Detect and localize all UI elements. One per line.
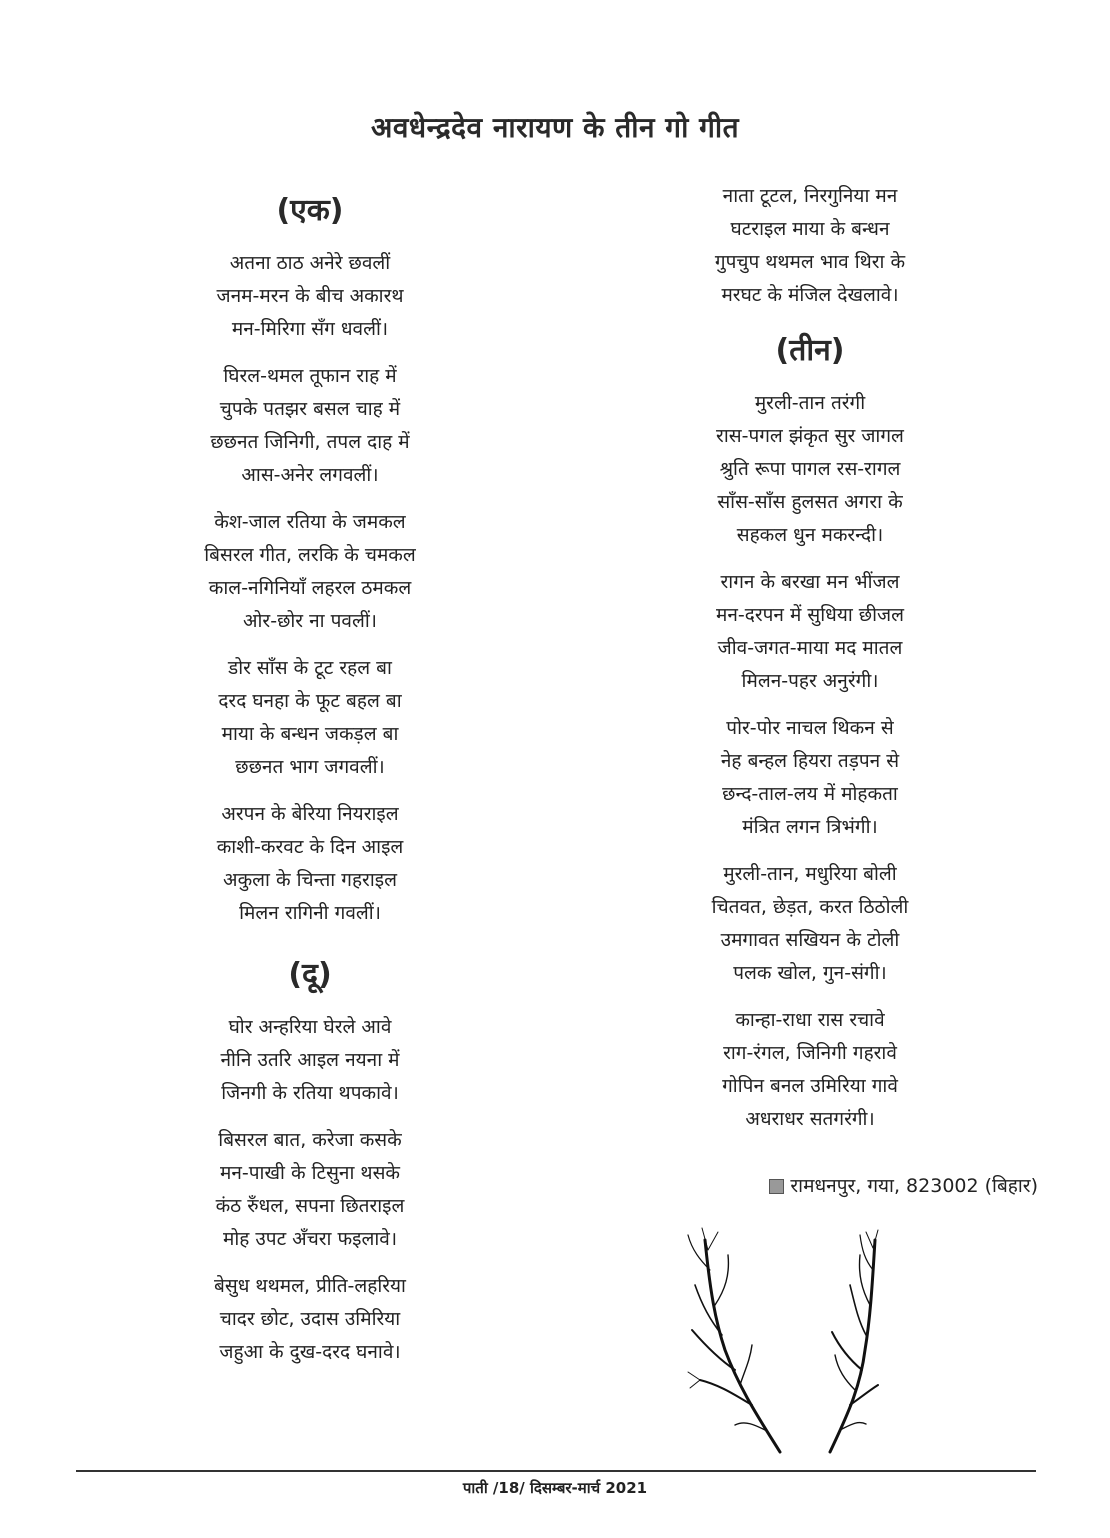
stanza <box>610 566 1010 698</box>
poem-line: मंत्रित लगन त्रिभंगी। <box>742 816 878 838</box>
poem-line: नीनि उतरि आइल नयना में <box>220 1049 400 1071</box>
right-column <box>610 180 1010 1150</box>
poem-line: केश-जाल रतिया के जमकल <box>214 511 406 533</box>
poem-line: अरपन के बेरिया नियराइल <box>221 803 399 825</box>
poem-line: मन-मिरिगा सँग धवलीं। <box>231 318 389 340</box>
poem-line: उमगावत सखियन के टोली <box>720 929 900 951</box>
poem-line: नेह बन्हल हियरा तड़पन से <box>720 750 900 772</box>
poem-line: घोर अन्हरिया घेरले आवे <box>228 1016 392 1038</box>
stanza <box>110 1011 510 1110</box>
poem-line: पोर-पोर नाचल थिकन से <box>726 717 894 739</box>
decorative-branches-icon <box>680 1220 880 1460</box>
stanza <box>110 360 510 492</box>
section-heading-one: (एक) <box>276 193 344 228</box>
poem-line: जीव-जगत-माया मद मातल <box>717 637 903 659</box>
poem-line: अतना ठाठ अनेरे छवलीं <box>229 252 391 274</box>
poem-line: चुपके पतझर बसल चाह में <box>219 398 401 420</box>
poem-line: मरघट के मंजिल देखलावे। <box>721 284 899 306</box>
poem-line: चादर छोट, उदास उमिरिया <box>219 1308 401 1330</box>
section-three-stanzas <box>610 387 1010 1136</box>
poem-line: बेसुध थथमल, प्रीति-लहरिया <box>214 1275 406 1297</box>
poem-line: मोह उपट अँचरा फइलावे। <box>222 1228 398 1250</box>
stanza <box>110 247 510 346</box>
stanza <box>610 858 1010 990</box>
left-column <box>110 180 510 1383</box>
poem-line: छन्द-ताल-लय में मोहकता <box>722 783 898 805</box>
stanza <box>110 1270 510 1369</box>
poem-line: गोपिन बनल उमिरिया गावे <box>722 1075 898 1097</box>
page-footer: पाती /18/ दिसम्बर-मार्च 2021 <box>462 1479 648 1497</box>
poem-line: मिलन-पहर अनुरंगी। <box>741 670 879 692</box>
poem-line: आस-अनेर लगवलीं। <box>241 464 379 486</box>
poem-line: छछनत जिनिगी, तपल दाह में <box>210 431 410 453</box>
section-two-stanzas <box>110 1011 510 1369</box>
poem-line: ओर-छोर ना पवलीं। <box>243 610 377 632</box>
poem-line: नाता टूटल, निरगुनिया मन <box>722 185 898 207</box>
poem-line: काशी-करवट के दिन आइल <box>216 836 404 858</box>
stanza <box>110 798 510 930</box>
poem-line: साँस-साँस हुलसत अगरा के <box>717 491 903 513</box>
poem-line: रास-पगल झंकृत सुर जागल <box>716 425 904 447</box>
address-text: रामधनपुर, गया, 823002 (बिहार) <box>790 1175 1038 1197</box>
author-address <box>769 1172 1038 1198</box>
stanza <box>610 1004 1010 1136</box>
poem-line: रागन के बरखा मन भींजल <box>720 571 900 593</box>
poem-line: छछनत भाग जगवलीं। <box>235 756 385 778</box>
stanza <box>110 1124 510 1256</box>
poem-line: गुपचुप थथमल भाव थिरा के <box>714 251 906 273</box>
poem-line: घटराइल माया के बन्धन <box>730 218 890 240</box>
stanza <box>610 387 1010 552</box>
page-title: अवधेन्द्रदेव नारायण के तीन गो गीत <box>370 111 740 144</box>
stanza <box>610 180 1010 312</box>
poem-line: जनम-मरन के बीच अकारथ <box>216 285 404 307</box>
poem-line: घिरल-थमल तूफान राह में <box>223 365 397 387</box>
poem-line: माया के बन्धन जकड़ल बा <box>221 723 399 745</box>
section-one-stanzas <box>110 247 510 930</box>
poem-line: काल-नगिनियाँ लहरल ठमकल <box>208 577 412 599</box>
stanza <box>610 712 1010 844</box>
poem-line: जहुआ के दुख-दरद घनावे। <box>219 1341 401 1363</box>
poem-line: बिसरल गीत, लरकि के चमकल <box>204 544 416 566</box>
poem-line: पलक खोल, गुन-संगी। <box>733 962 887 984</box>
poem-line: राग-रंगल, जिनिगी गहरावे <box>723 1042 897 1064</box>
poem-line: डोर साँस के टूट रहल बा <box>228 657 392 679</box>
poem-line: अकुला के चिन्ता गहराइल <box>223 869 397 891</box>
stanza <box>110 652 510 784</box>
poem-line: श्रुति रूपा पागल रस-रागल <box>719 458 901 480</box>
stanza <box>110 506 510 638</box>
poem-line: सहकल धुन मकरन्दी। <box>736 524 884 546</box>
continuation-stanzas <box>610 180 1010 312</box>
square-bullet-icon <box>769 1179 784 1194</box>
poem-line: मन-पाखी के टिसुना थसके <box>219 1162 401 1184</box>
poem-line: बिसरल बात, करेजा कसके <box>218 1129 402 1151</box>
poem-line: कंठ रुँधल, सपना छितराइल <box>215 1195 405 1217</box>
poem-line: दरद घनहा के फूट बहल बा <box>218 690 402 712</box>
section-heading-three: (तीन) <box>775 333 845 368</box>
poem-line: जिनगी के रतिया थपकावे। <box>221 1082 399 1104</box>
poem-line: मुरली-तान तरंगी <box>754 392 866 414</box>
poem-line: मन-दरपन में सुधिया छीजल <box>715 604 905 626</box>
section-heading-two: (दू) <box>288 957 332 992</box>
poem-line: अधराधर सतगरंगी। <box>745 1108 875 1130</box>
poem-line: कान्हा-राधा रास रचावे <box>735 1009 885 1031</box>
footer-rule <box>76 1470 1036 1472</box>
poem-line: मिलन रागिनी गवलीं। <box>239 902 381 924</box>
poem-line: मुरली-तान, मधुरिया बोली <box>723 863 897 885</box>
poem-line: चितवत, छेड़त, करत ठिठोली <box>711 896 909 918</box>
